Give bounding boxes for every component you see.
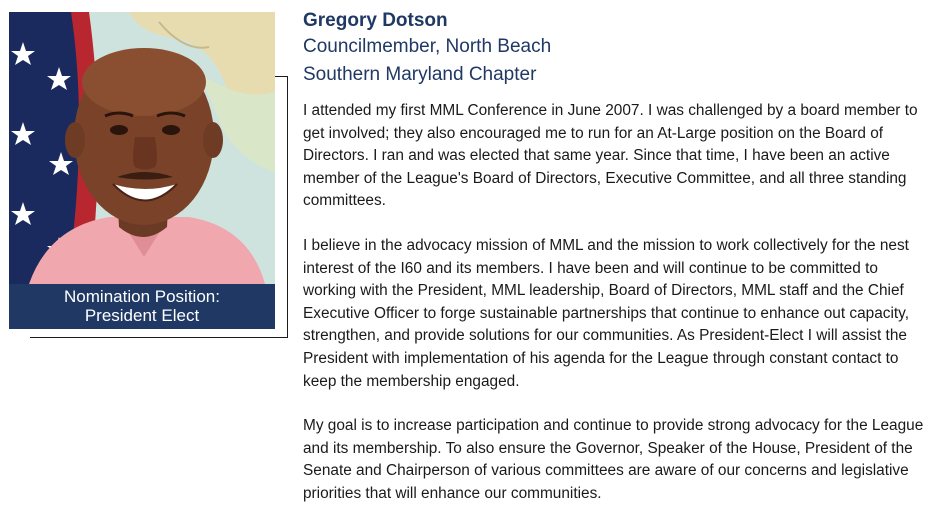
- profile-content: [303, 9, 933, 506]
- bio-paragraph-2: I believe in the advocacy mission of MML and the mission to work collectively for the nest interest of the I60 and its members. I have been and will continue to be committed to working with the President, MML leadership, Board of Directors, MML staff and the Chief Executive Officer to forge sustainable partnerships that continue to enhance out capacity, strengthen, and provide solutions for our communities. As President-Elect I will assist the President with implementation of his agenda for the League through constant contact to keep the membership engaged.: [303, 236, 910, 390]
- candidate-chapter: Southern Maryland Chapter: [303, 64, 537, 85]
- candidate-title: Councilmember, North Beach: [303, 36, 552, 57]
- bio-section: [303, 100, 933, 506]
- caption-line-2: President Elect: [84, 306, 200, 325]
- bio-paragraph-1: I attended my first MML Conference in June 2007. I was challenged by a board member to get involved; they also encouraged me to run for an At-Large position on the Board of Directors. I ran and was elected that same year. Since that time, I have been an active member of the League's Board of Directors, Executive Committee, and all three standing committees.: [303, 102, 918, 210]
- candidate-name: Gregory Dotson: [303, 10, 448, 31]
- portrait-photo: [9, 12, 275, 284]
- caption-line-1: Nomination Position:: [64, 287, 220, 306]
- nomination-caption: [9, 284, 275, 329]
- bio-paragraph-3: My goal is to increase participation and continue to provide strong advocacy for the League and its membership. To also ensure the Governor, Speaker of the House, President of the Senate and Chairperson of various committees are aware of our concerns and legislative priorities that will enhance our communities.: [303, 417, 924, 502]
- photo-frame-tick: [274, 76, 288, 77]
